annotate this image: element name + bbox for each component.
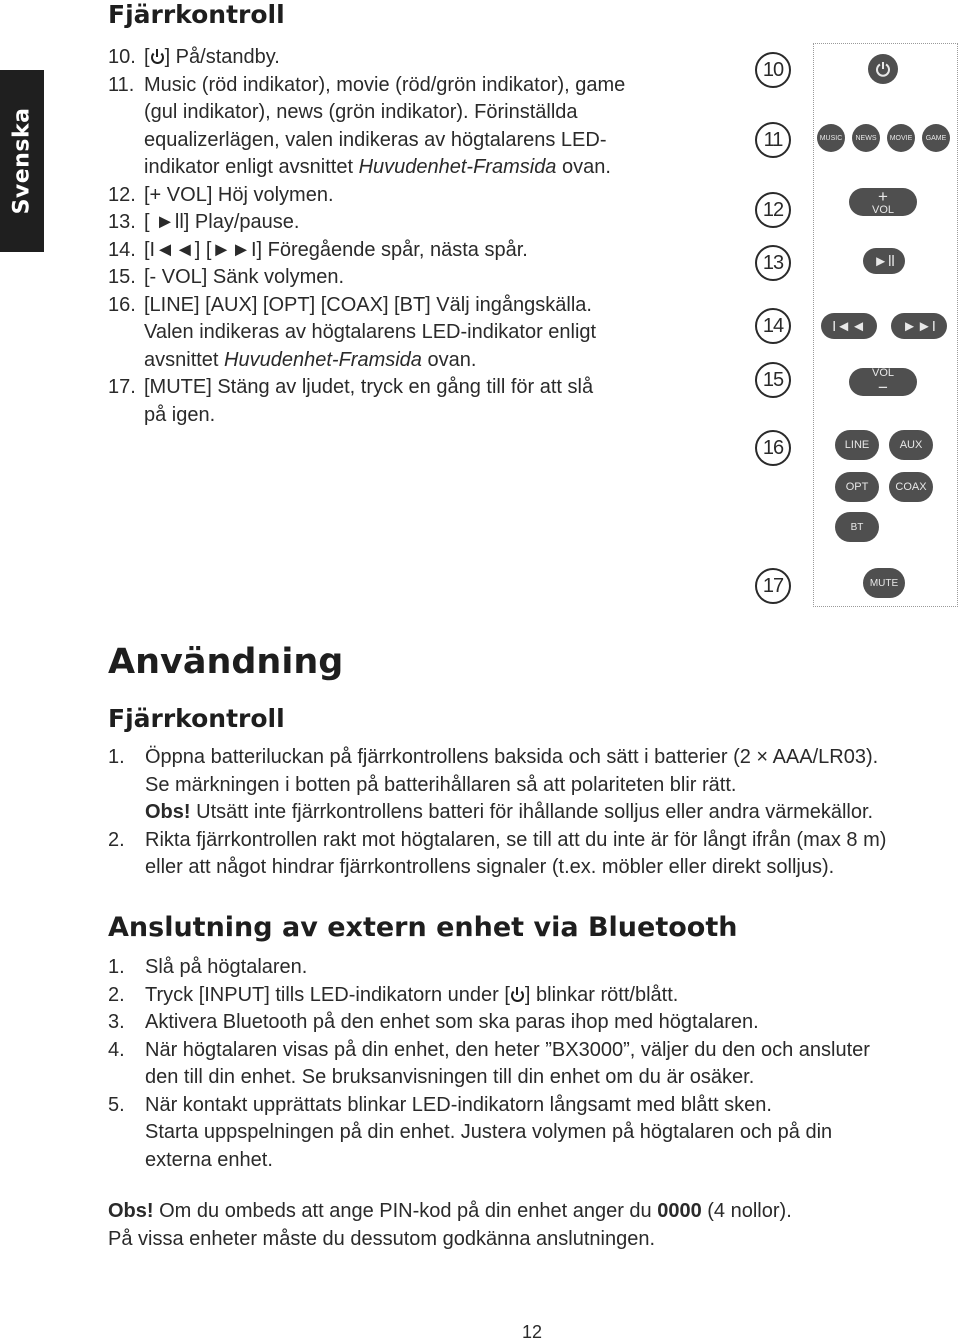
callout-15: 15 [755, 362, 791, 398]
list-item: 2. Tryck [INPUT] tills LED-indikatorn under [ ] blinkar rött/blått. [108, 983, 679, 1006]
music-button[interactable]: MUSIC [817, 124, 845, 152]
movie-button[interactable]: MOVIE [887, 124, 915, 152]
remote-control-illustration [755, 40, 960, 610]
play-pause-button[interactable] [863, 248, 905, 274]
callout-11: 11 [755, 122, 791, 158]
list-item: 15. [- VOL] Sänk volymen. [108, 266, 345, 288]
minus-icon: − [878, 378, 888, 397]
list-item: 5. När kontakt upprättats blinkar LED-indikatorn långsamt med blått sken. Starta uppspelningen på din enhet. Justera volymen på högtalaren och på din externa enhet. [108, 1093, 833, 1171]
usage-subheading: Fjärrkontroll [108, 704, 285, 733]
language-tab [0, 70, 44, 252]
plus-icon: + [878, 187, 888, 206]
page-title: Användning [108, 642, 344, 682]
power-button[interactable] [868, 54, 898, 84]
callout-10: 10 [755, 52, 791, 88]
coax-button[interactable]: COAX [889, 472, 933, 502]
list-item: 2. Rikta fjärrkontrollen rakt mot högtalaren, se till att du inte är för långt ifrån (max 8 m) eller att något hindrar fjärrkontrollens signaler (t.ex. möbler eller direkt solljus). [108, 828, 887, 878]
pin-note-line2: På vissa enheter måste du dessutom godkänna anslutningen. [108, 1228, 656, 1250]
pin-note: Obs! Om du ombeds att ange PIN-kod på din enhet anger du 0000 (4 nollor). [108, 1200, 792, 1222]
volume-down-button[interactable]: VOL − [849, 368, 917, 396]
next-track-button[interactable] [891, 313, 947, 339]
list-item: 16. [LINE] [AUX] [OPT] [COAX] [BT] Välj ingångskälla. Valen indikeras av högtalarens LED-indikator enligt avsnittet Huvudenhet-Framsida ovan. [108, 293, 597, 371]
previous-track-button[interactable] [821, 313, 877, 339]
callout-16: 16 [755, 430, 791, 466]
next-track-icon: ►►I [902, 317, 936, 335]
callout-13: 13 [755, 245, 791, 281]
bluetooth-steps-list [108, 954, 870, 1174]
callout-17: 17 [755, 568, 791, 604]
pin-code: 0000 [657, 1200, 702, 1222]
mute-button[interactable]: MUTE [863, 568, 905, 598]
power-icon [150, 49, 165, 65]
list-item: 1. Öppna batteriluckan på fjärrkontrollens baksida och sätt i batterier (2 × AAA/LR03). Se märkningen i botten på batterihållaren så att polariteten blir rätt. Obs! Utsätt inte fjärrkontrollens batteri för ihållande solljus eller andra värmekällor. [108, 746, 879, 823]
previous-track-icon: I◄◄ [832, 317, 866, 335]
list-item: 3. Aktivera Bluetooth på den enhet som ska paras ihop med högtalaren. [108, 1011, 759, 1033]
bluetooth-heading: Anslutning av extern enhet via Bluetooth [108, 912, 738, 943]
volume-up-button[interactable]: + VOL [849, 188, 917, 216]
page-number: 12 [521, 1322, 543, 1341]
play-pause-icon: ►ll [873, 252, 895, 270]
list-item: 13. [ ►ll] Play/pause. [108, 211, 300, 233]
language-tab-label: Svenska [9, 107, 35, 215]
usage-list [108, 744, 886, 882]
list-item: 17. [MUTE] Stäng av ljudet, tryck en gång till för att slå på igen. [108, 376, 594, 426]
list-item: 11. Music (röd indikator), movie (röd/grön indikator), game (gul indikator), news (grön indikator). Förinställda equalizerlägen, valen indikeras av högtalarens LED- indikator enligt avsnittet Huvudenhet-Framsida ovan. [108, 73, 626, 178]
news-button[interactable]: NEWS [852, 124, 880, 152]
list-item: 10. [ ] På/standby. [108, 46, 280, 68]
game-button[interactable]: GAME [922, 124, 950, 152]
list-item: 4. När högtalaren visas på din enhet, den heter ”BX3000”, väljer du den och ansluter den till din enhet. Se bruksanvisningen till din enhet om du är osäker. [108, 1038, 870, 1088]
power-icon [875, 61, 891, 77]
list-item: 12. [+ VOL] Höj volymen. [108, 183, 334, 206]
list-item: 14. [I◄◄] [►►I] Föregående spår, nästa spår. [108, 238, 528, 261]
callout-14: 14 [755, 308, 791, 344]
line-button[interactable]: LINE [835, 430, 879, 460]
bt-button[interactable]: BT [835, 512, 879, 542]
remote-section-heading: Fjärrkontroll [108, 0, 285, 29]
remote-button-list [108, 44, 625, 429]
callout-12: 12 [755, 192, 791, 228]
aux-button[interactable]: AUX [889, 430, 933, 460]
opt-button[interactable]: OPT [835, 472, 879, 502]
power-icon [510, 987, 525, 1003]
list-item: 1. Slå på högtalaren. [108, 956, 308, 978]
